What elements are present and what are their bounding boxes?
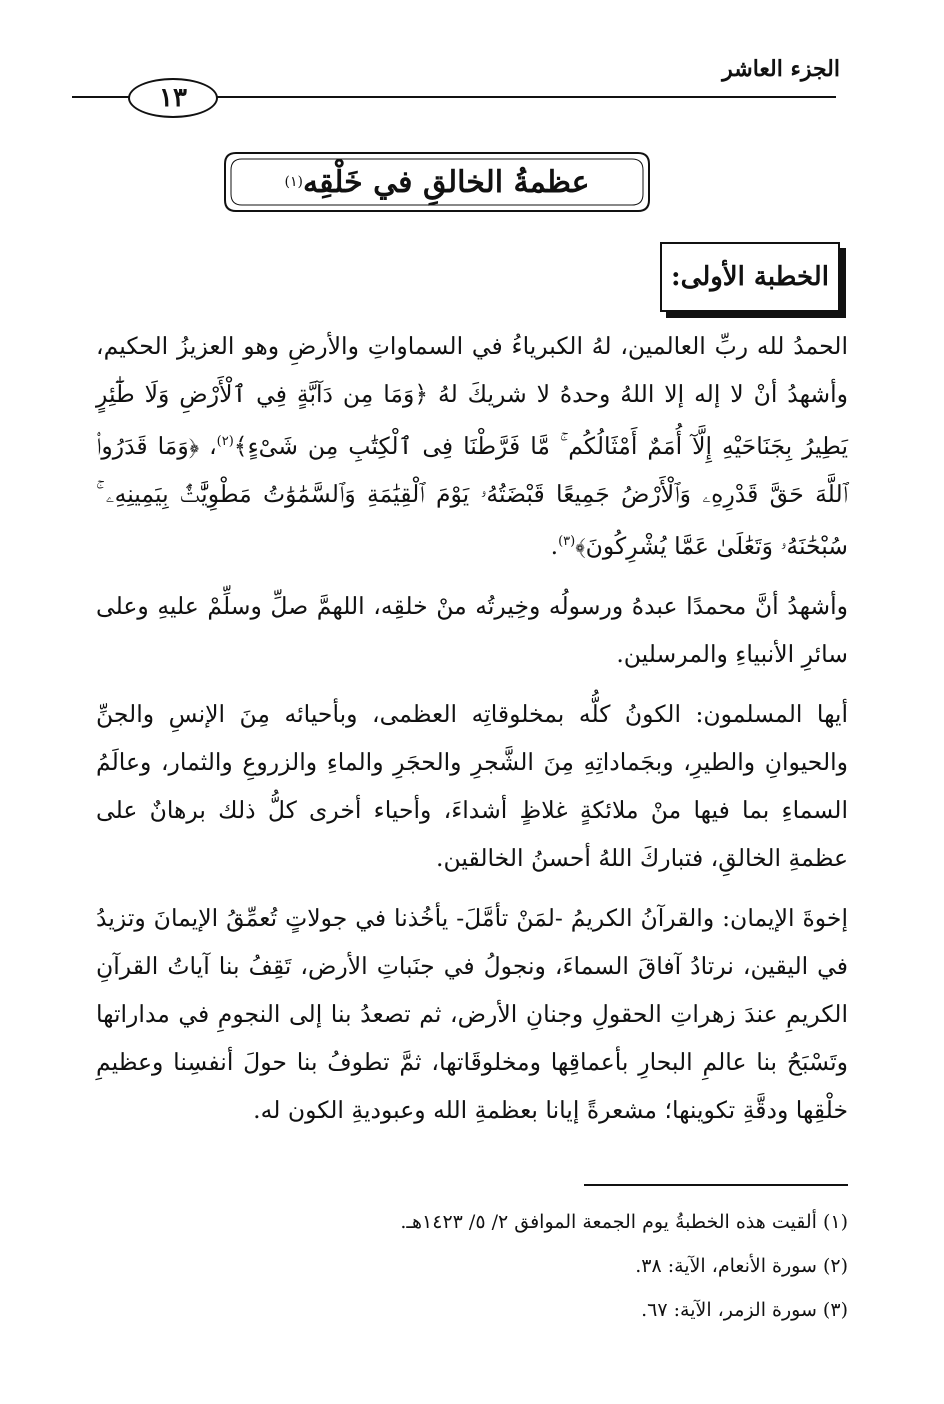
section-heading: الخطبة الأولى:: [660, 242, 840, 312]
footnote-item: (٣) سورة الزمر، الآية: ٦٧.: [641, 1299, 848, 1321]
page-title-text: عظمةُ الخالقِ في خَلْقِه: [302, 164, 590, 200]
paragraph-text: الحمدُ لله ربِّ العالمين، لهُ الكبرياءُ في السماواتِ والأرضِ وهو العزيزُ الحكيم، وأشهدُ أنْ لا إله إلا اللهُ وحدهُ لا شريكَ لهُ ﴿وَمَا مِن دَآبَّةٍ فِي ٱلْأَرْضِ وَلَا طَٰٓئِرٍ يَطِيرُ بِجَنَاحَيْهِ إِلَّآ أُمَمٌ أَمْثَالُكُم ۚ مَّا فَرَّطْنَا فِى ٱلْكِتَٰبِ مِن شَىْءٍ﴾: [96, 332, 848, 460]
footnotes: [96, 1200, 848, 1332]
body-paragraph: أيها المسلمون: الكونُ كلُّه بمخلوقاتِه العظمى، وبأحيائه مِنَ الإنسِ والجنِّ والحيوانِ والطيرِ، وبجَماداتِهِ مِنَ الشَّجرِ والحجَرِ والماءِ والزروعِ والثمار، وعالَمُ السماءِ بما فيها منْ ملائكةٍ غلاظٍ أشداءَ، وأحياء أخرى كلُّ ذلك برهانٌ على عظمةِ الخالقِ، فتباركَ اللهُ أحسنُ الخالقين.: [96, 699, 848, 872]
body-paragraph: وأشهدُ أنَّ محمدًا عبدهُ ورسولُه وخِيرتُه منْ خلقِه، اللهمَّ صلِّ وسلِّمْ عليهِ وعلى سائرِ الأنبياءِ والمرسلين.: [96, 591, 848, 668]
footnote-item: (١) ألقيت هذه الخطبةُ يوم الجمعة الموافق ٢/ ٥/ ١٤٢٣هـ.: [400, 1211, 848, 1233]
footnote-item: (٢) سورة الأنعام، الآية: ٣٨.: [635, 1255, 848, 1277]
sermon-body: [96, 322, 848, 1146]
title-frame: [222, 150, 652, 214]
footnote-ref: (٣): [558, 533, 576, 549]
paragraph-text: .: [550, 531, 559, 560]
page-title: [222, 150, 652, 214]
paragraph-text: ، ﴿وَمَا قَدَرُوا۟ ٱللَّهَ حَقَّ قَدْرِهِۦ وَٱلْأَرْضُ جَمِيعًا قَبْضَتُهُۥ يَوْمَ ٱلْقِيَٰمَةِ وَٱلسَّمَٰوَٰتُ مَطْوِيَّٰتٌۢ بِيَمِينِهِۦ ۚ سُبْحَٰنَهُۥ وَتَعَٰلَىٰ عَمَّا يُشْرِكُونَ﴾: [96, 431, 848, 560]
page-number: ١٣: [128, 78, 218, 118]
footnote-ref: (٢): [216, 434, 234, 449]
footnote-separator: [584, 1184, 848, 1186]
body-paragraph: [96, 322, 848, 570]
running-header: الجزء العاشر: [722, 56, 840, 82]
title-footnote-ref: (١): [284, 174, 303, 190]
body-paragraph: إخوةَ الإيمان: والقرآنُ الكريمُ -لمَنْ تأمَّلَ- يأخُذنا في جولاتٍ تُعمِّقُ الإيمانَ وتزيدُ في اليقين، نرتادُ آفاقَ السماءَ، ونجولُ في جنَباتِ الأرض، تَقِفُ بنا آياتُ القرآنِ الكريمِ عندَ زهراتِ الحقولِ وجنانِ الأرض، ثم تصعدُ بنا إلى النجومِ في مداراتها وتَسْبَحُ بنا عالمِ البحارِ بأعماقِها ومخلوقَاتها، ثمَّ تطوفُ بنا حولَ أنفسِنا وعظيمِ خلْقِها ودقَّةِ تكوينها؛ مشعرةً إيانا بعظمةِ الله وعبوديةِ الكون له.: [96, 903, 848, 1124]
